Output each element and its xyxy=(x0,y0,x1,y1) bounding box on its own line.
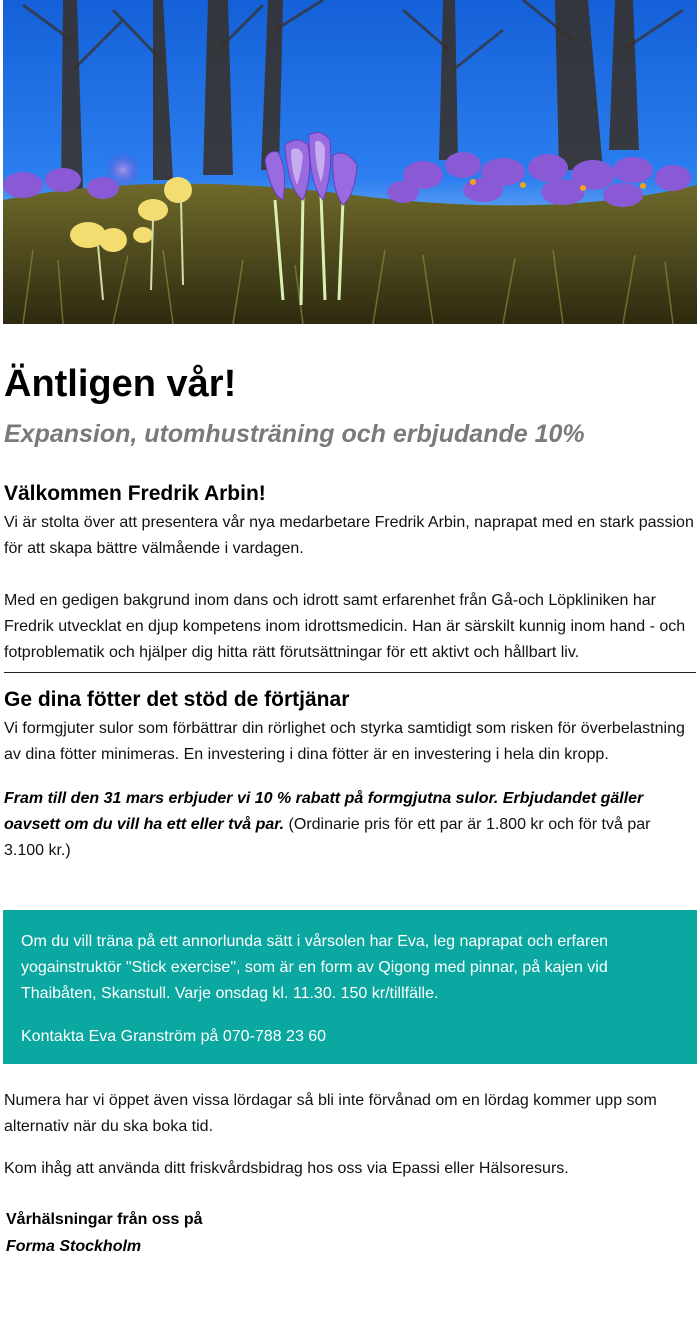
info-section xyxy=(4,1088,694,1182)
welcome-heading: Välkommen Fredrik Arbin! xyxy=(4,482,266,505)
signature-greeting: Vårhälsningar från oss på xyxy=(6,1211,203,1228)
wellness-paragraph: Kom ihåg att använda ditt friskvårdsbidrag hos oss via Epassi eller Hälsoresurs. xyxy=(4,1160,569,1177)
newsletter-title: Äntligen vår! xyxy=(4,363,237,405)
feet-heading: Ge dina fötter det stöd de förtjänar xyxy=(4,688,350,711)
callout-contact: Kontakta Eva Granström på 070-788 23 60 xyxy=(21,1028,327,1045)
welcome-paragraph-2: Med en gedigen bakgrund inom dans och idrott samt erfarenhet från Gå-och Löpkliniken har Fredrik utvecklat en djup kompetens inom idrottsmedicin. Han är särskilt kunnig inom hand - och fotproblematik och hjälper dig hitta rätt förutsättningar för ett aktivt och hållbart liv. xyxy=(4,592,686,661)
section-divider xyxy=(4,672,696,673)
spring-crocus-illustration xyxy=(3,0,697,324)
signature xyxy=(6,1206,203,1260)
newsletter-subtitle: Expansion, utomhusträning och erbjudande 10% xyxy=(4,420,585,448)
hero-image xyxy=(3,0,697,324)
saturday-paragraph: Numera har vi öppet även vissa lördagar så bli inte förvånad om en lördag kommer upp som alternativ när du ska boka tid. xyxy=(4,1092,657,1135)
feet-paragraph-1: Vi formgjuter sulor som förbättrar din rörlighet och styrka samtidigt som risken för överbelastning av dina fötter minimeras. En investering i dina fötter är en investering i hela din kropp. xyxy=(4,720,685,763)
price-note: (Ordinarie pris för ett par är 1.800 kr och för två par 3.100 kr.) xyxy=(4,816,651,859)
welcome-section xyxy=(4,480,694,666)
callout-paragraph: Om du vill träna på ett annorlunda sätt i vårsolen har Eva, leg naprapat och erfaren yogainstruktör "Stick exercise", som är en form av Qigong med pinnar, på kajen vid Thaibåten, Skanstull. Varje onsdag kl. 11.30. 150 kr/tillfälle. xyxy=(21,933,609,1002)
stick-exercise-callout xyxy=(3,910,697,1064)
signature-organization: Forma Stockholm xyxy=(6,1238,142,1255)
offer-text: Fram till den 31 mars erbjuder vi 10 % rabatt på formgjutna sulor. Erbjudandet gäller oavsett om du vill ha ett eller två par. xyxy=(4,790,644,833)
welcome-paragraph-1: Vi är stolta över att presentera vår nya medarbetare Fredrik Arbin, naprapat med en stark passion för att skapa bättre välmående i vardagen. xyxy=(4,514,694,557)
feet-section xyxy=(4,686,694,864)
offer-paragraph xyxy=(4,786,694,864)
